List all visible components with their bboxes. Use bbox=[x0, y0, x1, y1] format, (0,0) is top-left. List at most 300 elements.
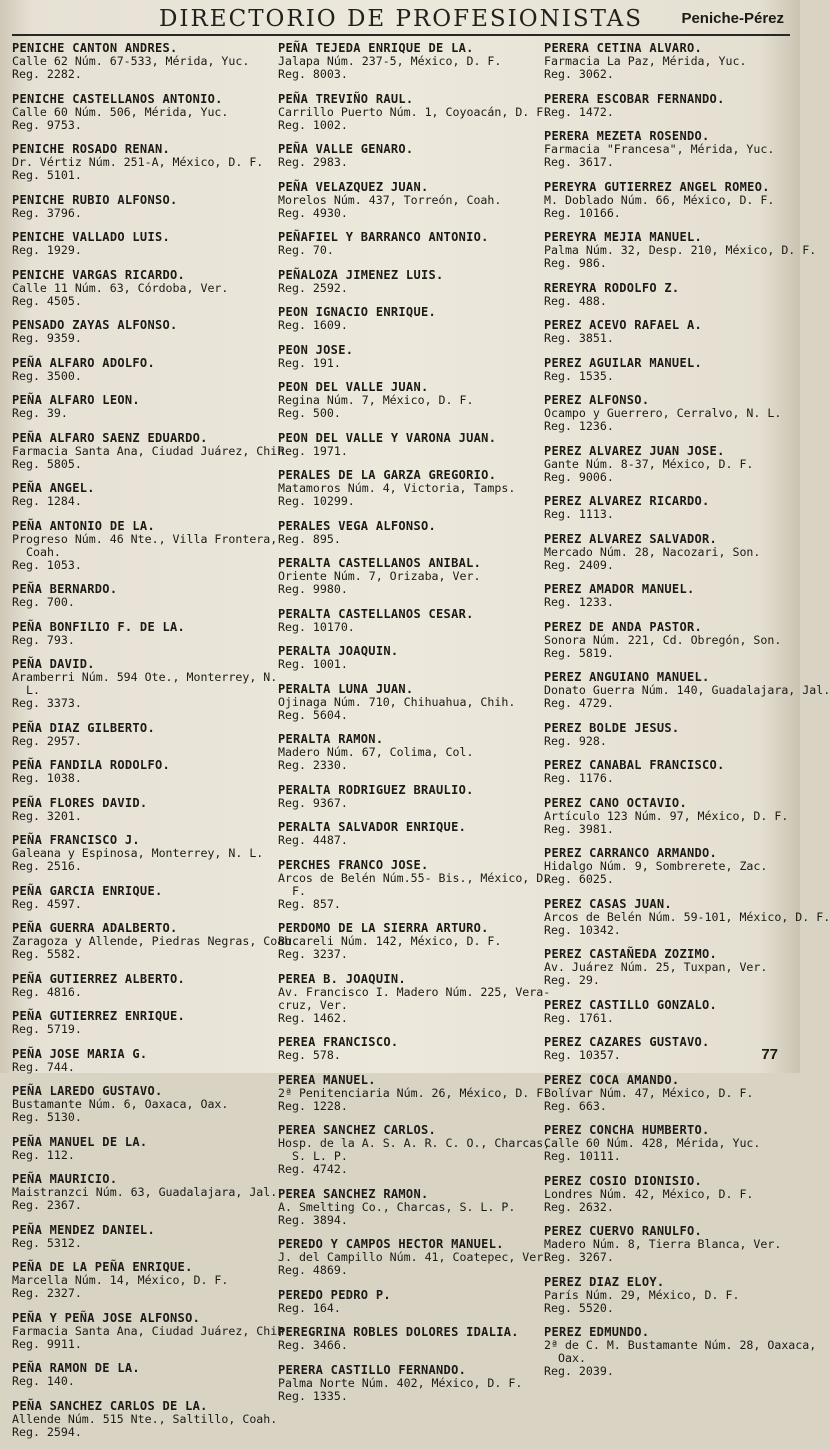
entry-name: PEÑA ALFARO SAENZ EDUARDO. bbox=[12, 430, 208, 445]
entry-address: Bustamante Núm. 6, Oaxaca, Oax. bbox=[12, 1097, 229, 1111]
entry-name: PERALTA JOAQUIN. bbox=[278, 644, 399, 658]
entry-registration: Reg. 5604. bbox=[278, 707, 348, 722]
entry-name: PEÑA VELAZQUEZ JUAN. bbox=[278, 179, 429, 194]
entry-address: Mercado Núm. 28, Nacozari, Son. bbox=[544, 544, 761, 559]
entry-registration: Reg. 4729. bbox=[544, 696, 614, 710]
entry-registration: Reg. 9359. bbox=[12, 331, 82, 345]
entry-name: PEREZ CANABAL FRANCISCO. bbox=[544, 758, 725, 772]
directory-entry bbox=[12, 1048, 268, 1074]
entry-registration: Reg. 986. bbox=[544, 256, 607, 270]
entry-address: Calle 60 Núm. 506, Mérida, Yuc. bbox=[12, 104, 229, 119]
entry-name: PEREA B. JOAQUIN. bbox=[278, 971, 406, 986]
entry-address: A. Smelting Co., Charcas, S. L. P. bbox=[278, 1199, 516, 1214]
entry-name: PEÑA DE LA PEÑA ENRIQUE. bbox=[12, 1260, 193, 1274]
directory-entry bbox=[544, 93, 800, 119]
entry-name: PEREZ ACEVO RAFAEL A. bbox=[544, 318, 703, 332]
page-header bbox=[12, 0, 790, 36]
entry-name: PERALES VEGA ALFONSO. bbox=[278, 518, 437, 533]
entry-address: Dr. Vértiz Núm. 251-A, México, D. F. bbox=[12, 155, 264, 169]
directory-entry bbox=[544, 759, 800, 785]
directory-entry bbox=[544, 847, 800, 886]
entry-address: Maistranzci Núm. 63, Guadalajara, Jal. bbox=[12, 1185, 278, 1199]
entry-registration: Reg. 9980. bbox=[278, 582, 348, 596]
entry-name: PEREZ DE ANDA PASTOR. bbox=[544, 619, 703, 634]
directory-entry bbox=[12, 319, 268, 345]
entry-name: PERALTA CASTELLANOS CESAR. bbox=[278, 606, 474, 621]
entry-registration: Reg. 112. bbox=[12, 1147, 75, 1162]
entry-name: PEÑA GUTIERREZ ENRIQUE. bbox=[12, 1009, 186, 1023]
entry-name: PENICHE CASTELLANOS ANTONIO. bbox=[12, 91, 223, 106]
entry-registration: Reg. 1236. bbox=[544, 419, 614, 433]
directory-entry bbox=[544, 1074, 800, 1113]
entry-registration: Reg. 1284. bbox=[12, 494, 82, 508]
entry-name: PENICHE CANTON ANDRES. bbox=[12, 41, 178, 55]
entry-registration: Reg. 1053. bbox=[12, 557, 82, 572]
entry-registration: Reg. 6025. bbox=[544, 872, 614, 886]
directory-entry bbox=[278, 733, 534, 772]
directory-entry bbox=[278, 269, 534, 295]
entry-address: Morelos Núm. 437, Torreón, Coah. bbox=[278, 192, 502, 207]
entry-name: PEREA SANCHEZ RAMON. bbox=[278, 1186, 429, 1201]
entry-name: PEREDO PEDRO P. bbox=[278, 1287, 391, 1302]
entry-registration: Reg. 1472. bbox=[544, 104, 614, 119]
directory-entry bbox=[12, 1261, 268, 1300]
entry-registration: Reg. 9911. bbox=[12, 1336, 82, 1351]
entry-registration: Reg. 2327. bbox=[12, 1286, 82, 1300]
entry-address: Farmacia La Paz, Mérida, Yuc. bbox=[544, 54, 747, 68]
directory-entry bbox=[544, 445, 800, 484]
directory-entry bbox=[12, 1362, 268, 1388]
directory-entry bbox=[12, 885, 268, 911]
directory-entry bbox=[278, 1326, 534, 1352]
entry-registration: Reg. 4742. bbox=[278, 1162, 348, 1176]
entry-address: Aramberri Núm. 594 Ote., Monterrey, N. bbox=[12, 670, 278, 684]
entry-address: Marcella Núm. 14, México, D. F. bbox=[12, 1273, 229, 1287]
entry-registration: Reg. 857. bbox=[278, 896, 341, 911]
entry-name: PEREZ CONCHA HUMBERTO. bbox=[544, 1123, 710, 1137]
entry-name: PEREZ CANO OCTAVIO. bbox=[544, 795, 687, 810]
entry-name: PEÑA DAVID. bbox=[12, 657, 95, 671]
entry-name: PENICHE ROSADO RENAN. bbox=[12, 142, 171, 156]
directory-entry bbox=[278, 1188, 534, 1227]
entry-address: Allende Núm. 515 Nte., Saltillo, Coah. bbox=[12, 1411, 278, 1426]
entry-name: PEON DEL VALLE JUAN. bbox=[278, 380, 429, 394]
entry-registration: Reg. 5582. bbox=[12, 947, 82, 961]
directory-entry bbox=[12, 482, 268, 508]
entry-registration: Reg. 1228. bbox=[278, 1098, 348, 1113]
entry-address: Gante Núm. 8-37, México, D. F. bbox=[544, 456, 754, 471]
directory-entry bbox=[278, 1036, 534, 1062]
entry-registration: Reg. 1462. bbox=[278, 1010, 348, 1025]
entry-name: PEREDO Y CAMPOS HECTOR MANUEL. bbox=[278, 1237, 504, 1251]
directory-entry bbox=[12, 1398, 278, 1439]
directory-entry bbox=[12, 1010, 268, 1036]
entry-address: Calle 11 Núm. 63, Córdoba, Ver. bbox=[12, 280, 229, 295]
entry-registration: Reg. 5819. bbox=[544, 645, 614, 660]
entry-name: PERERA MEZETA ROSENDO. bbox=[544, 129, 710, 143]
directory-entry bbox=[544, 1276, 800, 1315]
entry-name: PEÑA FANDILA RODOLFO. bbox=[12, 758, 171, 772]
entry-address: Bolívar Núm. 47, México, D. F. bbox=[544, 1085, 754, 1100]
directory-entry bbox=[12, 921, 299, 961]
entry-address: París Núm. 29, México, D. F. bbox=[544, 1287, 740, 1302]
entry-registration: Reg. 10342. bbox=[544, 922, 621, 937]
entry-registration: Reg. 3981. bbox=[544, 821, 614, 836]
directory-entry bbox=[278, 344, 534, 370]
entry-registration: Reg. 4487. bbox=[278, 833, 348, 847]
directory-entry bbox=[12, 657, 278, 710]
directory-entry bbox=[544, 1225, 800, 1264]
directory-entry bbox=[278, 608, 534, 634]
entry-address: Oriente Núm. 7, Orizaba, Ver. bbox=[278, 569, 481, 583]
entry-registration: Reg. 1609. bbox=[278, 318, 348, 332]
entry-name: PEREZ CASTAÑEDA ZOZIMO. bbox=[544, 947, 718, 961]
entry-name: PEREZ CUERVO RANULFO. bbox=[544, 1224, 703, 1238]
entry-name: PEREZ BOLDE JESUS. bbox=[544, 720, 680, 735]
entry-name: PEÑA MAURICIO. bbox=[12, 1172, 118, 1186]
directory-entry bbox=[544, 797, 800, 836]
entry-registration: Reg. 9367. bbox=[278, 795, 348, 810]
entry-name: PENSADO ZAYAS ALFONSO. bbox=[12, 318, 178, 332]
directory-entry bbox=[278, 821, 534, 847]
entry-registration: Reg. 1113. bbox=[544, 507, 614, 521]
entry-registration: Reg. 4930. bbox=[278, 205, 348, 220]
directory-entry bbox=[12, 93, 268, 132]
directory-entry bbox=[278, 857, 551, 911]
entry-registration: Reg. 2957. bbox=[12, 733, 82, 748]
entry-name: PEÑA MANUEL DE LA. bbox=[12, 1134, 148, 1149]
entry-registration: Reg. 3851. bbox=[544, 331, 614, 345]
entry-address: Oax. bbox=[558, 1351, 586, 1365]
directory-entry bbox=[12, 518, 278, 572]
directory-entry bbox=[278, 42, 534, 81]
entry-registration: Reg. 10166. bbox=[544, 205, 621, 220]
directory-column bbox=[278, 41, 551, 1450]
entry-registration: Reg. 10170. bbox=[278, 619, 355, 634]
entry-address: Calle 62 Núm. 67-533, Mérida, Yuc. bbox=[12, 54, 250, 68]
entry-registration: Reg. 3500. bbox=[12, 368, 82, 383]
entry-name: PEREZ ALVAREZ SALVADOR. bbox=[544, 531, 718, 546]
entry-address: S. L. P. bbox=[292, 1149, 348, 1163]
directory-entry bbox=[278, 1072, 551, 1113]
entry-name: PERALTA RAMON. bbox=[278, 732, 384, 746]
entry-registration: Reg. 4869. bbox=[278, 1263, 348, 1277]
entry-address: Carrillo Puerto Núm. 1, Coyoacán, D. F. bbox=[278, 104, 551, 119]
directory-entry bbox=[544, 394, 800, 433]
entry-name: PEREZ COSIO DIONISIO. bbox=[544, 1173, 703, 1188]
entry-name: PERCHES FRANCO JOSE. bbox=[278, 857, 429, 872]
entry-registration: Reg. 4597. bbox=[12, 896, 82, 911]
entry-address: Ojinaga Núm. 710, Chihuahua, Chih. bbox=[278, 694, 516, 709]
directory-entry bbox=[544, 1124, 800, 1163]
entry-registration: Reg. 1001. bbox=[278, 657, 348, 671]
directory-entry bbox=[544, 282, 800, 308]
entry-name: PEREYRA GUTIERREZ ANGEL ROMEO. bbox=[544, 179, 770, 194]
directory-entry bbox=[544, 583, 800, 609]
entry-name: PEREA SANCHEZ CARLOS. bbox=[278, 1123, 437, 1137]
directory-entry bbox=[278, 91, 551, 132]
entry-name: PEÑA FRANCISCO J. bbox=[12, 833, 140, 847]
entry-address: M. Doblado Núm. 66, México, D. F. bbox=[544, 192, 775, 207]
directory-entry bbox=[278, 143, 534, 169]
entry-registration: Reg. 1535. bbox=[544, 368, 614, 383]
directory-columns bbox=[12, 41, 830, 1450]
entry-name: PEÑA DIAZ GILBERTO. bbox=[12, 720, 155, 735]
entry-address: Madero Núm. 67, Colima, Col. bbox=[278, 745, 474, 759]
entry-address: Bucareli Núm. 142, México, D. F. bbox=[278, 934, 502, 948]
entry-registration: Reg. 9753. bbox=[12, 117, 82, 132]
entry-address: Jalapa Núm. 237-5, México, D. F. bbox=[278, 54, 502, 68]
entry-registration: Reg. 895. bbox=[278, 531, 341, 546]
directory-entry bbox=[12, 1085, 268, 1124]
entry-registration: Reg. 29. bbox=[544, 973, 600, 987]
directory-entry bbox=[278, 231, 534, 257]
running-head: Peniche-Pérez bbox=[681, 10, 784, 27]
directory-entry bbox=[278, 922, 534, 961]
entry-name: PEÑA FLORES DAVID. bbox=[12, 795, 148, 810]
entry-name: PEÑA JOSE MARIA G. bbox=[12, 1046, 148, 1061]
entry-address: cruz, Ver. bbox=[278, 997, 348, 1012]
entry-registration: Reg. 700. bbox=[12, 595, 75, 609]
directory-entry bbox=[12, 42, 268, 81]
entry-registration: Reg. 5719. bbox=[12, 1022, 82, 1036]
directory-entry bbox=[544, 670, 830, 710]
entry-address: Donato Guerra Núm. 140, Guadalajara, Jal. bbox=[544, 683, 830, 697]
entry-address: Farmacia Santa Ana, Ciudad Juárez, Chih. bbox=[12, 443, 292, 458]
entry-name: PEÑA RAMON DE LA. bbox=[12, 1361, 140, 1375]
directory-entry bbox=[544, 533, 800, 572]
entry-name: PENICHE RUBIO ALFONSO. bbox=[12, 192, 178, 207]
entry-registration: Reg. 2039. bbox=[544, 1364, 614, 1378]
directory-entry bbox=[544, 495, 800, 521]
entry-registration: Reg. 2330. bbox=[278, 758, 348, 772]
entry-name: PEON JOSE. bbox=[278, 342, 354, 357]
directory-entry bbox=[12, 394, 268, 420]
entry-address: Farmacia Santa Ana, Ciudad Juárez, Chih. bbox=[12, 1323, 292, 1338]
directory-entry bbox=[278, 469, 534, 508]
entry-name: PEÑA GARCIA ENRIQUE. bbox=[12, 883, 163, 898]
entry-address: L. bbox=[26, 683, 40, 697]
entry-name: PEREZ CASAS JUAN. bbox=[544, 896, 672, 911]
entry-address: Sonora Núm. 221, Cd. Obregón, Son. bbox=[544, 632, 782, 647]
entry-address: Av. Juárez Núm. 25, Tuxpan, Ver. bbox=[544, 960, 768, 974]
entry-address: Palma Norte Núm. 402, México, D. F. bbox=[278, 1375, 523, 1390]
entry-registration: Reg. 5805. bbox=[12, 456, 82, 471]
entry-address: Progreso Núm. 46 Nte., Villa Frontera, bbox=[12, 531, 278, 546]
entry-registration: Reg. 1971. bbox=[278, 443, 348, 458]
entry-address: Av. Francisco I. Madero Núm. 225, Vera- bbox=[278, 984, 551, 999]
entry-address: Matamoros Núm. 4, Victoria, Tamps. bbox=[278, 481, 516, 495]
entry-registration: Reg. 3894. bbox=[278, 1212, 348, 1227]
directory-entry bbox=[544, 1325, 817, 1378]
entry-name: PEREZ EDMUNDO. bbox=[544, 1325, 650, 1339]
entry-name: PEREA MANUEL. bbox=[278, 1072, 376, 1087]
directory-entry bbox=[12, 231, 268, 257]
entry-address: 2ª de C. M. Bustamante Núm. 28, Oaxaca, bbox=[544, 1338, 817, 1352]
entry-address: Artículo 123 Núm. 97, México, D. F. bbox=[544, 808, 789, 823]
entry-registration: Reg. 1233. bbox=[544, 595, 614, 609]
entry-registration: Reg. 1929. bbox=[12, 243, 82, 257]
entry-address: Coah. bbox=[26, 544, 61, 559]
entry-address: Palma Núm. 32, Desp. 210, México, D. F. bbox=[544, 243, 817, 257]
entry-name: PERALES DE LA GARZA GREGORIO. bbox=[278, 468, 497, 482]
entry-name: PEON IGNACIO ENRIQUE. bbox=[278, 305, 437, 319]
entry-address: Arcos de Belén Núm. 59-101, México, D. F. bbox=[544, 909, 830, 924]
entry-name: PEREZ ALVAREZ JUAN JOSE. bbox=[544, 443, 725, 458]
entry-name: PEREZ ALVAREZ RICARDO. bbox=[544, 494, 710, 508]
entry-registration: Reg. 9006. bbox=[544, 469, 614, 484]
entry-address: 2ª Penitenciaria Núm. 26, México, D. F. bbox=[278, 1085, 551, 1100]
entry-registration: Reg. 2367. bbox=[12, 1198, 82, 1212]
entry-address: J. del Campillo Núm. 41, Coatepec, Ver. bbox=[278, 1250, 551, 1264]
directory-entry bbox=[278, 1289, 534, 1315]
entry-address: Londres Núm. 42, México, D. F. bbox=[544, 1186, 754, 1201]
entry-name: PERALTA SALVADOR ENRIQUE. bbox=[278, 820, 467, 834]
directory-entry bbox=[12, 759, 268, 785]
entry-name: PEÑA BONFILIO F. DE LA. bbox=[12, 619, 186, 634]
directory-entry bbox=[12, 834, 268, 873]
directory-entry bbox=[544, 230, 817, 270]
entry-name: PENICHE VALLADO LUIS. bbox=[12, 230, 171, 244]
entry-registration: Reg. 578. bbox=[278, 1048, 341, 1062]
entry-name: PEÑA LAREDO GUSTAVO. bbox=[12, 1084, 163, 1098]
directory-entry bbox=[12, 797, 268, 823]
entry-registration: Reg. 2632. bbox=[544, 1199, 614, 1214]
entry-registration: Reg. 3617. bbox=[544, 155, 614, 169]
entry-registration: Reg. 928. bbox=[544, 733, 607, 748]
entry-registration: Reg. 3796. bbox=[12, 205, 82, 220]
page-title: DIRECTORIO DE PROFESIONISTAS bbox=[158, 6, 644, 32]
entry-name: PERERA CETINA ALVARO. bbox=[544, 41, 703, 55]
entry-name: PEREGRINA ROBLES DOLORES IDALIA. bbox=[278, 1325, 519, 1339]
entry-registration: Reg. 1002. bbox=[278, 117, 348, 132]
entry-registration: Reg. 3201. bbox=[12, 808, 82, 823]
entry-registration: Reg. 793. bbox=[12, 632, 75, 647]
entry-address: Madero Núm. 8, Tierra Blanca, Ver. bbox=[544, 1237, 782, 1251]
entry-registration: Reg. 663. bbox=[544, 1098, 607, 1113]
directory-entry bbox=[278, 306, 534, 332]
directory-entry bbox=[12, 430, 292, 471]
directory-entry bbox=[544, 896, 830, 937]
entry-name: PERERA ESCOBAR FERNANDO. bbox=[544, 91, 725, 106]
entry-registration: Reg. 5101. bbox=[12, 168, 82, 182]
directory-entry bbox=[544, 42, 800, 81]
entry-registration: Reg. 8003. bbox=[278, 67, 348, 81]
directory-entry bbox=[12, 1310, 292, 1351]
entry-name: PEÑA Y PEÑA JOSE ALFONSO. bbox=[12, 1310, 201, 1325]
entry-address: Arcos de Belén Núm.55- Bis., México, D. bbox=[278, 870, 551, 885]
entry-name: PEREZ COCA AMANDO. bbox=[544, 1072, 680, 1087]
directory-entry bbox=[278, 971, 551, 1025]
entry-registration: Reg. 488. bbox=[544, 293, 607, 308]
entry-registration: Reg. 2594. bbox=[12, 1424, 82, 1439]
entry-name: PEREZ CAZARES GUSTAVO. bbox=[544, 1035, 710, 1049]
directory-entry bbox=[544, 130, 800, 169]
entry-name: PEON DEL VALLE Y VARONA JUAN. bbox=[278, 430, 497, 445]
directory-entry bbox=[278, 557, 534, 596]
directory-entry bbox=[544, 948, 800, 987]
entry-name: PEÑA ALFARO LEON. bbox=[12, 393, 140, 407]
directory-entry bbox=[12, 722, 268, 748]
directory-entry bbox=[544, 319, 800, 345]
directory-entry bbox=[544, 999, 800, 1025]
entry-name: PEREZ ALFONSO. bbox=[544, 393, 650, 407]
entry-name: REREYRA RODOLFO Z. bbox=[544, 280, 680, 295]
entry-name: PEREZ DIAZ ELOY. bbox=[544, 1274, 665, 1289]
entry-address: F. bbox=[292, 883, 306, 898]
entry-name: PEÑA VALLE GENARO. bbox=[278, 142, 414, 156]
entry-name: PENICHE VARGAS RICARDO. bbox=[12, 267, 186, 282]
entry-registration: Reg. 2409. bbox=[544, 557, 614, 572]
entry-name: PEÑA ANTONIO DE LA. bbox=[12, 518, 155, 533]
directory-entry bbox=[278, 1123, 551, 1176]
entry-registration: Reg. 140. bbox=[12, 1374, 75, 1388]
entry-address: Zaragoza y Allende, Piedras Negras, Coah. bbox=[12, 934, 299, 948]
entry-registration: Reg. 3062. bbox=[544, 67, 614, 81]
entry-name: PERALTA RODRIGUEZ BRAULIO. bbox=[278, 782, 474, 797]
directory-entry bbox=[12, 143, 268, 182]
entry-registration: Reg. 5520. bbox=[544, 1300, 614, 1315]
entry-registration: Reg. 2983. bbox=[278, 155, 348, 169]
directory-entry bbox=[544, 621, 800, 660]
entry-registration: Reg. 5312. bbox=[12, 1235, 82, 1250]
entry-address: Calle 60 Núm. 428, Mérida, Yuc. bbox=[544, 1136, 761, 1150]
directory-entry bbox=[278, 645, 534, 671]
directory-entry bbox=[544, 722, 800, 748]
directory-entry bbox=[278, 683, 534, 722]
entry-name: PEREZ AGUILAR MANUEL. bbox=[544, 355, 703, 370]
directory-entry bbox=[278, 520, 534, 546]
entry-name: PEÑA GUTIERREZ ALBERTO. bbox=[12, 971, 186, 986]
entry-name: PERDOMO DE LA SIERRA ARTURO. bbox=[278, 921, 489, 935]
directory-entry bbox=[12, 621, 268, 647]
directory-entry bbox=[278, 432, 534, 458]
directory-entry bbox=[12, 194, 268, 220]
entry-name: PEREZ ANGUIANO MANUEL. bbox=[544, 670, 710, 684]
entry-name: PEREYRA MEJIA MANUEL. bbox=[544, 230, 703, 244]
directory-entry bbox=[544, 1175, 800, 1214]
directory-entry bbox=[544, 181, 800, 220]
directory-entry bbox=[12, 583, 268, 609]
entry-registration: Reg. 10357. bbox=[544, 1048, 621, 1062]
directory-entry bbox=[278, 784, 534, 810]
entry-registration: Reg. 3373. bbox=[12, 696, 82, 710]
entry-registration: Reg. 1176. bbox=[544, 771, 614, 785]
entry-name: PEÑA ALFARO ADOLFO. bbox=[12, 355, 155, 370]
entry-address: Farmacia "Francesa", Mérida, Yuc. bbox=[544, 142, 775, 156]
entry-registration: Reg. 3466. bbox=[278, 1338, 348, 1352]
directory-entry bbox=[278, 1237, 551, 1277]
directory-entry bbox=[12, 973, 268, 999]
directory-column bbox=[544, 41, 830, 1450]
entry-registration: Reg. 744. bbox=[12, 1059, 75, 1074]
page-number: 77 bbox=[761, 1046, 778, 1063]
entry-registration: Reg. 5130. bbox=[12, 1110, 82, 1124]
directory-entry bbox=[12, 1136, 268, 1162]
entry-name: PERALTA CASTELLANOS ANIBAL. bbox=[278, 556, 482, 570]
entry-address: Hidalgo Núm. 9, Sombrerete, Zac. bbox=[544, 859, 768, 873]
entry-registration: Reg. 3237. bbox=[278, 947, 348, 961]
entry-registration: Reg. 3267. bbox=[544, 1250, 614, 1264]
entry-registration: Reg. 1038. bbox=[12, 771, 82, 785]
entry-name: PEÑA ANGEL. bbox=[12, 481, 95, 495]
entry-name: PEREA FRANCISCO. bbox=[278, 1035, 399, 1049]
entry-name: PEÑA TEJEDA ENRIQUE DE LA. bbox=[278, 41, 474, 55]
entry-registration: Reg. 4816. bbox=[12, 984, 82, 999]
directory-entry bbox=[544, 357, 800, 383]
entry-registration: Reg. 4505. bbox=[12, 293, 82, 308]
directory-entry bbox=[12, 1172, 278, 1212]
